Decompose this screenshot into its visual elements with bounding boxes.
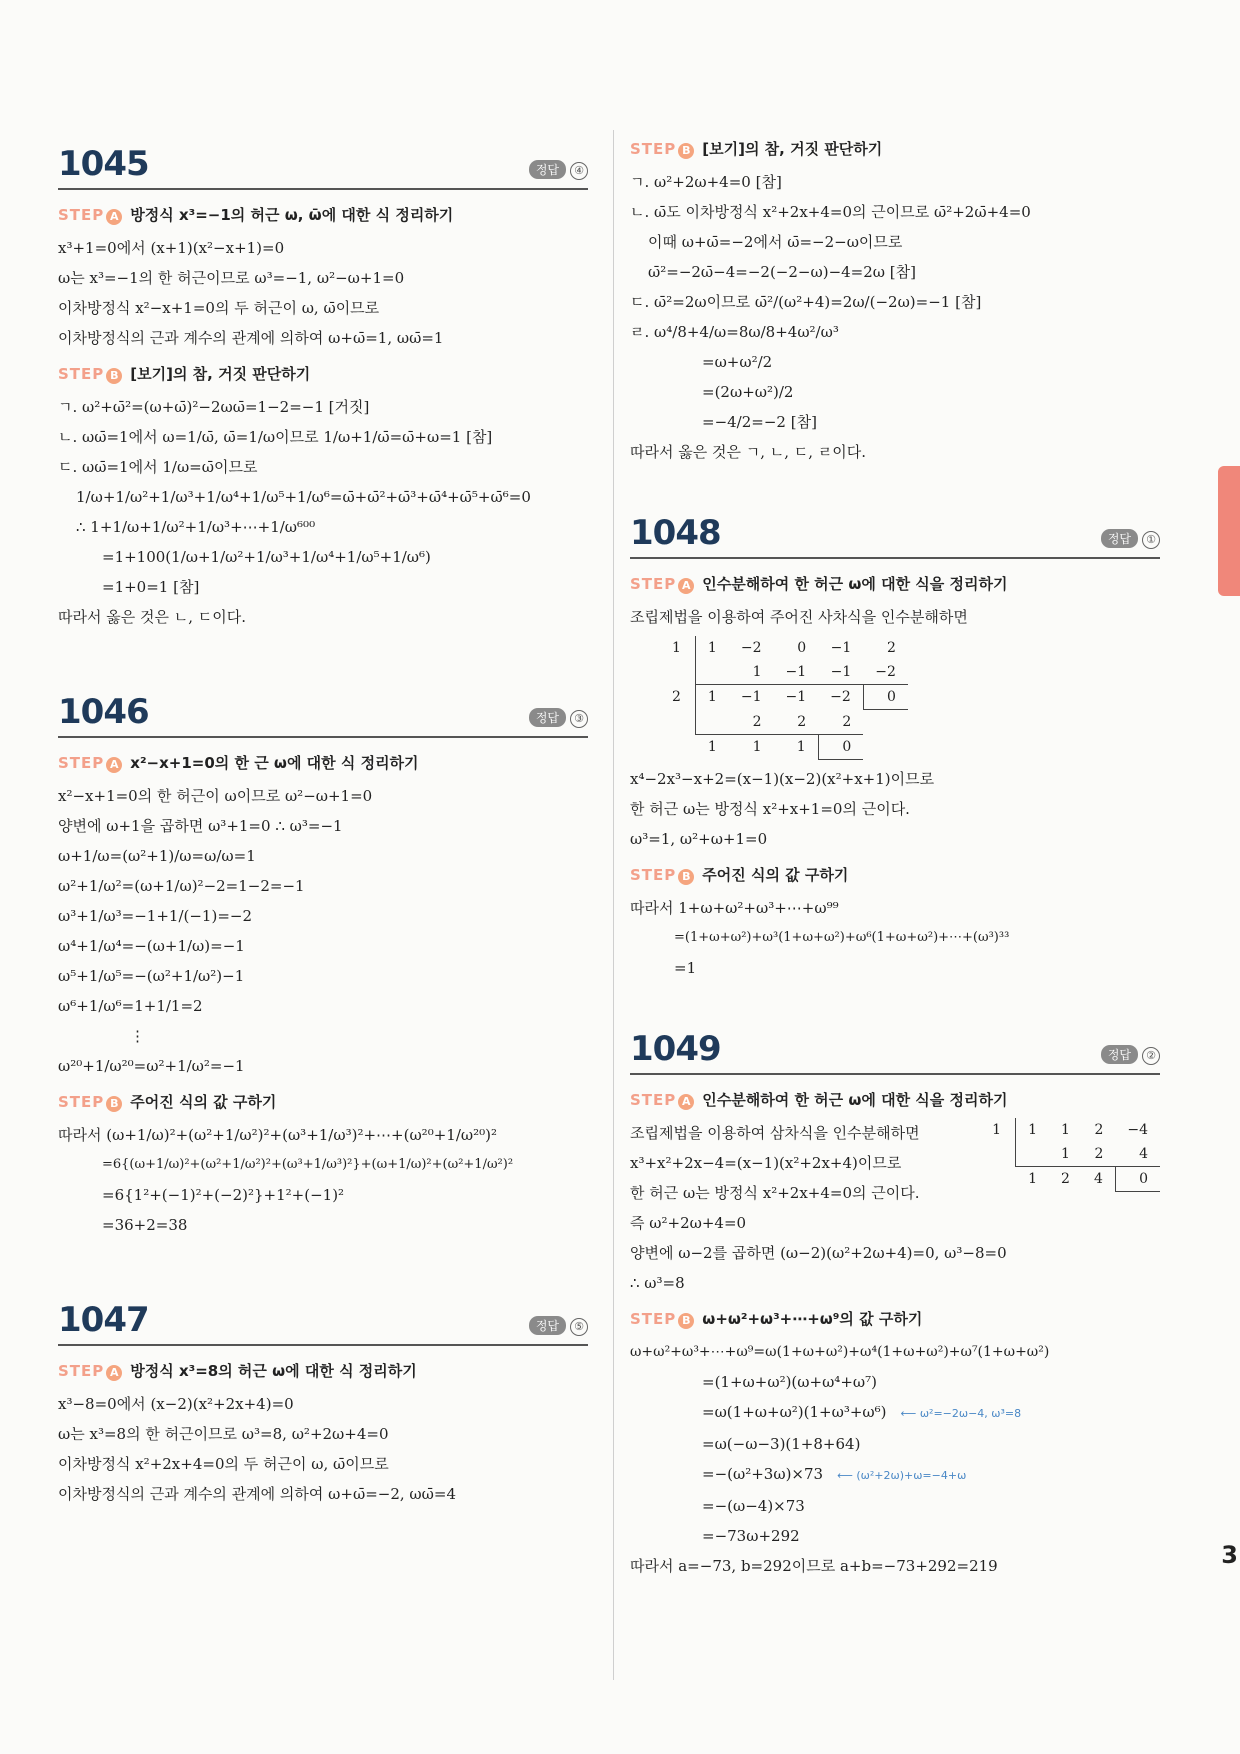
problem-header	[630, 1023, 1160, 1075]
left-column	[58, 138, 588, 1563]
step-letter: B	[678, 1313, 694, 1329]
synth-cell: 0	[797, 640, 807, 656]
problem-number: 1048	[630, 513, 721, 553]
step-letter: A	[678, 1094, 694, 1110]
answer-label	[529, 160, 588, 180]
text-line: ∴ ω³=8	[630, 1273, 685, 1292]
annotation-note: ⟵ (ω²+2ω)+ω=−4+ω	[837, 1468, 967, 1482]
synth-cell: 1	[660, 636, 695, 660]
synth-cell: 2	[886, 640, 896, 656]
synth-cell: 4	[1082, 1166, 1115, 1191]
text-line: ω²⁰+1/ω²⁰=ω²+1/ω²=−1	[58, 1057, 245, 1075]
synth-cell: 1	[1061, 1121, 1070, 1138]
text-line: ω⁴+1/ω⁴=−(ω+1/ω)=−1	[58, 937, 245, 955]
step-title: 주어진 식의 값 구하기	[702, 865, 849, 884]
text-line: 이차방정식 x²+2x+4=0의 두 허근이 ω, ω̄이므로	[58, 1455, 389, 1473]
step-b-heading	[58, 363, 588, 384]
step-tag: STEP	[58, 1362, 105, 1380]
synth-cell	[660, 734, 695, 759]
text-line: =ω(1+ω+ω²)(1+ω³+ω⁶)	[702, 1402, 887, 1421]
right-column	[630, 138, 1160, 1635]
synth-cell: −2	[740, 640, 762, 656]
step-letter: B	[106, 368, 122, 384]
step-title: [보기]의 참, 거짓 판단하기	[702, 140, 883, 158]
text-line: ω²+1/ω²=(ω+1/ω)²−2=1−2=−1	[58, 877, 305, 895]
synth-cell: 1	[773, 734, 818, 759]
text-line: 조립제법을 이용하여 삼차식을 인수분해하면	[630, 1123, 920, 1142]
step-letter: B	[106, 1096, 122, 1112]
step-b-heading	[630, 864, 1160, 885]
text-line: =−4/2=−2 [참]	[702, 413, 817, 431]
step-title: x²−x+1=0의 한 근 ω에 대한 식 정리하기	[130, 754, 419, 772]
step-tag: STEP	[630, 1090, 677, 1109]
step-title: ω+ω²+ω³+⋯+ω⁹의 값 구하기	[702, 1309, 923, 1328]
step-a-heading	[58, 752, 588, 773]
text-line: ω+ω²+ω³+⋯+ω⁹=ω(1+ω+ω²)+ω⁴(1+ω+ω²)+ω⁷(1+ω+ω²)	[630, 1343, 1050, 1360]
text-line: =36+2=38	[102, 1216, 188, 1234]
synth-cell	[1016, 1142, 1049, 1167]
answer-label	[1101, 1045, 1160, 1065]
step-tag: STEP	[58, 1093, 105, 1111]
text-line: 1/ω+1/ω²+1/ω³+1/ω⁴+1/ω⁵+1/ω⁶=ω̄+ω̄²+ω̄³+ω̄⁴+ω̄⁵+ω̄⁶=0	[76, 488, 531, 506]
problem-number: 1047	[58, 1300, 149, 1340]
text-line: x²−x+1=0의 한 허근이 ω이므로 ω²−ω+1=0	[58, 787, 373, 805]
step-tag: STEP	[630, 575, 677, 593]
answer-badge: 정답	[529, 708, 566, 727]
text-line: ⋮	[130, 1027, 145, 1045]
text-line: ㄴ. ω̄도 이차방정식 x²+2x+4=0의 근이므로 ω̄²+2ω̄+4=0	[630, 203, 1031, 221]
text-line: =6{1²+(−1)²+(−2)²}+1²+(−1)²	[102, 1186, 345, 1204]
problem-header	[58, 138, 588, 190]
text-line: =−73ω+292	[702, 1526, 800, 1545]
synth-cell: 2	[1049, 1166, 1082, 1191]
answer-label	[529, 708, 588, 728]
step-tag: STEP	[58, 754, 105, 772]
synth-cell: 4	[1139, 1145, 1148, 1162]
annotation-text: (ω²+2ω)+ω=−4+ω	[856, 1468, 967, 1482]
synth-cell: 0	[818, 734, 863, 759]
text-line: ㄷ. ωω̄=1에서 1/ω=ω̄이므로	[58, 458, 258, 476]
synth-cell: 2	[660, 685, 695, 710]
answer-badge: 정답	[529, 160, 566, 179]
problem-number: 1045	[58, 144, 149, 184]
step-title: 방정식 x³=8의 허근 ω에 대한 식 정리하기	[130, 1362, 417, 1380]
step-title: [보기]의 참, 거짓 판단하기	[130, 365, 311, 383]
text-line: 따라서 1+ω+ω²+ω³+⋯+ω⁹⁹	[630, 898, 839, 917]
step-title: 인수분해하여 한 허근 ω에 대한 식을 정리하기	[702, 575, 1008, 593]
step-title: 방정식 x³=−1의 허근 ω, ω̄에 대한 식 정리하기	[130, 206, 454, 224]
step-tag: STEP	[58, 365, 105, 383]
synth-cell: −2	[875, 664, 896, 680]
answer-value: ④	[570, 162, 588, 180]
step-b-heading	[58, 1091, 588, 1112]
synth-cell: 1	[695, 685, 728, 710]
text-line: =(2ω+ω²)/2	[702, 383, 794, 401]
text-line: 따라서 옳은 것은 ㄴ, ㄷ이다.	[58, 608, 246, 626]
step-a-heading	[630, 573, 1160, 594]
problem-number: 1046	[58, 692, 149, 732]
problem-number: 1049	[630, 1028, 721, 1069]
answer-label	[1101, 529, 1160, 549]
text-line: ∴ 1+1/ω+1/ω²+1/ω³+⋯+1/ω⁶⁰⁰	[76, 518, 316, 536]
step-letter: A	[106, 1365, 122, 1381]
problem-1048	[630, 507, 1160, 983]
text-line: =−(ω−4)×73	[702, 1496, 805, 1515]
text-line: x³−8=0에서 (x−2)(x²+2x+4)=0	[58, 1395, 294, 1413]
synth-cell: −1	[830, 664, 852, 680]
synth-cell	[980, 1166, 1015, 1191]
text-line: 이때 ω+ω̄=−2에서 ω̄=−2−ω이므로	[648, 233, 903, 251]
answer-label	[529, 1316, 588, 1336]
text-line: 따라서 a=−73, b=292이므로 a+b=−73+292=219	[630, 1556, 998, 1575]
answer-value: ⑤	[570, 1318, 588, 1336]
text-line: 따라서 (ω+1/ω)²+(ω²+1/ω²)²+(ω³+1/ω³)²+⋯+(ω²⁰+1/ω²⁰)²	[58, 1126, 498, 1144]
synth-cell: −1	[773, 685, 818, 710]
text-line: x⁴−2x³−x+2=(x−1)(x−2)(x²+x+1)이므로	[630, 769, 935, 788]
step-b-heading	[630, 138, 1160, 159]
step-a-heading	[58, 204, 588, 225]
synth-cell	[660, 710, 695, 735]
answer-badge: 정답	[1101, 529, 1138, 548]
text-line: ω³+1/ω³=−1+1/(−1)=−2	[58, 907, 252, 925]
synth-cell: −2	[818, 685, 863, 710]
step-b-heading	[630, 1308, 1160, 1329]
synth-cell: 1	[695, 734, 728, 759]
text-line: ㄷ. ω̄²=2ω이므로 ω̄²/(ω²+4)=2ω/(−2ω)=−1 [참]	[630, 293, 982, 311]
page-number: 3	[1221, 1541, 1238, 1569]
answer-value: ①	[1142, 531, 1160, 549]
synth-cell: −4	[1127, 1121, 1148, 1138]
synth-cell	[695, 660, 728, 685]
synth-cell: 1	[1028, 1121, 1038, 1138]
step-letter: A	[106, 209, 122, 225]
synthetic-division-table	[660, 636, 908, 760]
text-line	[630, 1397, 1160, 1429]
answer-value: ③	[570, 710, 588, 728]
text-line: ㄹ. ω⁴/8+4/ω=8ω/8+4ω²/ω³	[630, 323, 839, 341]
text-line: ㄱ. ω²+ω̄²=(ω+ω̄)²−2ωω̄=1−2=−1 [거짓]	[58, 398, 370, 416]
step-tag: STEP	[630, 865, 677, 884]
text-line: =−(ω²+3ω)×73	[702, 1464, 824, 1483]
text-line: =(1+ω+ω²)(ω+ω⁴+ω⁷)	[702, 1372, 877, 1391]
synth-cell	[863, 734, 908, 759]
text-line: x³+1=0에서 (x+1)(x²−x+1)=0	[58, 239, 285, 257]
synth-cell	[660, 660, 695, 685]
step-tag: STEP	[630, 140, 677, 158]
problem-1045	[58, 138, 588, 632]
step-title: 주어진 식의 값 구하기	[130, 1093, 277, 1111]
text-line: ω⁵+1/ω⁵=−(ω²+1/ω²)−1	[58, 967, 245, 985]
text-line: 양변에 ω+1을 곱하면 ω³+1=0 ∴ ω³=−1	[58, 817, 343, 835]
text-line: 조립제법을 이용하여 주어진 사차식을 인수분해하면	[630, 608, 968, 626]
problem-1047-continued	[630, 138, 1160, 467]
step-title: 인수분해하여 한 허근 ω에 대한 식을 정리하기	[702, 1090, 1008, 1109]
text-line: ω는 x³=−1의 한 허근이므로 ω³=−1, ω²−ω+1=0	[58, 269, 405, 287]
text-line: 양변에 ω−2를 곱하면 (ω−2)(ω²+2ω+4)=0, ω³−8=0	[630, 1243, 1007, 1262]
synth-cell: 2	[842, 713, 852, 730]
step-letter: B	[678, 869, 694, 885]
step-tag: STEP	[630, 1309, 677, 1328]
answer-badge: 정답	[529, 1316, 566, 1335]
text-line: 즉 ω²+2ω+4=0	[630, 1213, 747, 1232]
synth-cell: 1	[729, 734, 774, 759]
text-line: 이차방정식의 근과 계수의 관계에 의하여 ω+ω̄=−2, ωω̄=4	[58, 1485, 456, 1503]
answer-value: ②	[1142, 1047, 1160, 1065]
factor-block	[630, 1118, 1160, 1208]
synth-cell: 1	[1016, 1166, 1049, 1191]
text-line: 이차방정식 x²−x+1=0의 두 허근이 ω, ω̄이므로	[58, 299, 380, 317]
synth-cell: 2	[1094, 1121, 1104, 1138]
synth-cell: 1	[980, 1118, 1015, 1142]
problem-1047	[58, 1294, 588, 1509]
synth-cell: 2	[1094, 1145, 1104, 1162]
problem-header	[58, 686, 588, 738]
synth-cell: 0	[1115, 1166, 1160, 1191]
text-line: ω는 x³=8의 한 허근이므로 ω³=8, ω²+2ω+4=0	[58, 1425, 389, 1443]
answer-badge: 정답	[1101, 1045, 1138, 1064]
text-line: x³+x²+2x−4=(x−1)(x²+2x+4)이므로	[630, 1153, 902, 1172]
step-letter: A	[106, 757, 122, 773]
text-line: =1	[674, 958, 697, 977]
text-line: 한 허근 ω는 방정식 x²+2x+4=0의 근이다.	[630, 1183, 920, 1202]
text-line: ㄱ. ω²+2ω+4=0 [참]	[630, 173, 782, 191]
text-line: =(1+ω+ω²)+ω³(1+ω+ω²)+ω⁶(1+ω+ω²)+⋯+(ω³)³³	[674, 929, 1010, 945]
synth-cell	[980, 1142, 1015, 1167]
step-a-heading	[58, 1360, 588, 1381]
synth-cell: 1	[1061, 1145, 1070, 1162]
synth-cell: 2	[797, 713, 807, 730]
step-letter: B	[678, 143, 694, 159]
problem-1049	[630, 1023, 1160, 1581]
annotation-note: ⟵ ω²=−2ω−4, ω³=8	[900, 1406, 1022, 1420]
chapter-tab-marker	[1218, 466, 1240, 596]
text-line	[630, 1459, 1160, 1491]
text-line: =6{(ω+1/ω)²+(ω²+1/ω²)²+(ω³+1/ω³)²}+(ω+1/ω)²+(ω²+1/ω²)²	[102, 1157, 514, 1172]
synth-cell: 0	[863, 685, 908, 710]
text-line: 이차방정식의 근과 계수의 관계에 의하여 ω+ω̄=1, ωω̄=1	[58, 329, 444, 347]
text-line: =ω(−ω−3)(1+8+64)	[702, 1434, 861, 1453]
column-divider	[613, 130, 614, 1680]
text-line: ω³=1, ω²+ω+1=0	[630, 829, 768, 848]
synth-cell: 1	[752, 664, 762, 680]
step-letter: A	[678, 578, 694, 594]
text-line: ω+1/ω=(ω²+1)/ω=ω/ω=1	[58, 847, 256, 865]
synthetic-division-table	[980, 1118, 1160, 1192]
step-tag: STEP	[58, 206, 105, 224]
text-line: ㄴ. ωω̄=1에서 ω=1/ω̄, ω̄=1/ω이므로 1/ω+1/ω̄=ω̄+ω=1 [참]	[58, 428, 493, 446]
step-a-heading	[630, 1089, 1160, 1110]
synth-cell: 1	[707, 640, 717, 656]
synth-cell: 2	[752, 713, 762, 730]
problem-header	[630, 507, 1160, 559]
text-line: =1+0=1 [참]	[102, 578, 200, 596]
text-line: ω⁶+1/ω⁶=1+1/1=2	[58, 997, 203, 1015]
synth-cell	[695, 710, 728, 735]
synth-cell: −1	[830, 640, 852, 656]
text-line: ω̄²=−2ω̄−4=−2(−2−ω)−4=2ω [참]	[648, 263, 916, 281]
text-line: =ω+ω²/2	[702, 353, 773, 371]
synth-cell	[863, 710, 908, 735]
text-line: 따라서 옳은 것은 ㄱ, ㄴ, ㄷ, ㄹ이다.	[630, 443, 867, 461]
synth-cell: −1	[785, 664, 807, 680]
text-line: 한 허근 ω는 방정식 x²+x+1=0의 근이다.	[630, 799, 910, 818]
annotation-text: ω²=−2ω−4, ω³=8	[919, 1406, 1022, 1420]
problem-header	[58, 1294, 588, 1346]
synth-cell: −1	[729, 685, 774, 710]
problem-1046	[58, 686, 588, 1240]
text-line: =1+100(1/ω+1/ω²+1/ω³+1/ω⁴+1/ω⁵+1/ω⁶)	[102, 548, 431, 566]
